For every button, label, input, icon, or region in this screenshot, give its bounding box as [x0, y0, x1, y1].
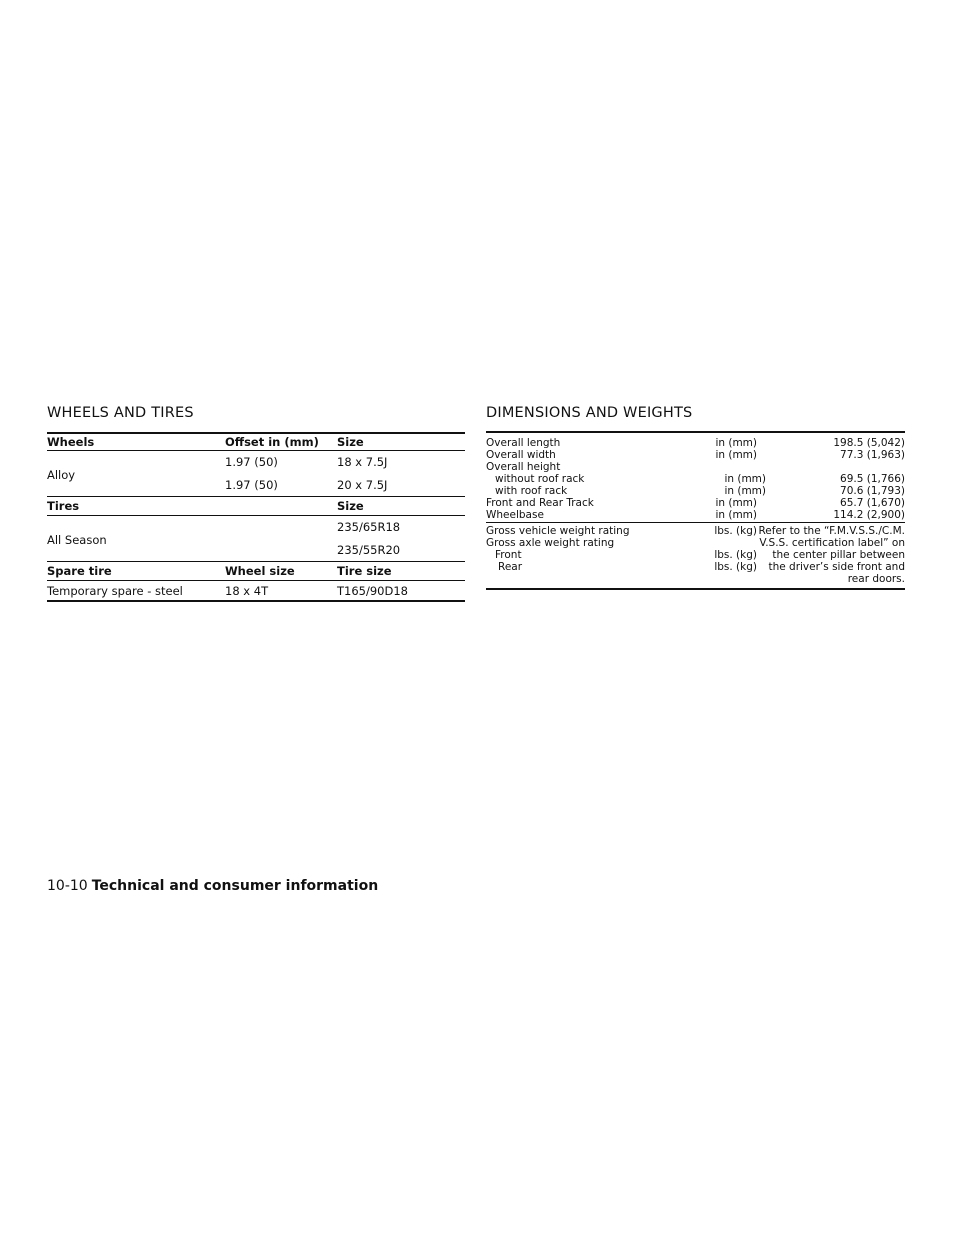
dim-value: [757, 461, 905, 473]
weights-labels: [486, 525, 757, 585]
offset-value: 1.97 (50): [225, 455, 278, 470]
table-row: [486, 485, 905, 497]
dim-value: 69.5 (1,766): [840, 473, 905, 485]
dim-value: 65.7 (1,670): [840, 497, 905, 509]
table-row: [486, 437, 905, 449]
table-row: [486, 549, 757, 561]
page-number: 10-10: [47, 878, 88, 894]
offset-value: 1.97 (50): [225, 477, 278, 492]
note-line: rear doors.: [847, 573, 905, 585]
divider: [486, 522, 905, 523]
weight-unit: lbs. (kg): [714, 561, 757, 573]
dim-unit: [658, 461, 757, 473]
header-tires: Tires: [47, 499, 80, 513]
table-row: [486, 449, 905, 461]
weight-label: Gross vehicle weight rating: [486, 525, 630, 537]
wheel-size-value: 18 x 7.5J: [337, 455, 388, 470]
weight-label: Front: [495, 549, 522, 561]
dim-label: Front and Rear Track: [486, 497, 594, 509]
header-wheel-size: Wheel size: [225, 564, 295, 578]
offset-cell: [225, 451, 337, 496]
note-line: the driver’s side front and: [768, 561, 905, 573]
table-row: [486, 537, 757, 549]
dim-value: 70.6 (1,793): [840, 485, 905, 497]
weights-note: [757, 525, 905, 585]
spare-wheel-size: 18 x 4T: [225, 583, 269, 598]
dimensions-weights-title: DIMENSIONS AND WEIGHTS: [486, 405, 693, 421]
table-row: [486, 497, 905, 509]
wheels-header-row: [47, 432, 465, 451]
dim-label: with roof rack: [495, 485, 568, 497]
table-row: [47, 581, 465, 602]
dimensions-weights-table: [486, 431, 905, 590]
table-row: [486, 473, 905, 485]
divider: [486, 588, 905, 590]
section-name: Technical and consumer information: [91, 878, 379, 894]
header-spare-tire: Spare tire: [47, 564, 112, 578]
wheels-tires-table: [47, 432, 465, 602]
dim-label: without roof rack: [495, 473, 585, 485]
dim-value: 198.5 (5,042): [833, 437, 905, 449]
size-cell: [337, 451, 465, 496]
weight-label: Rear: [498, 561, 523, 573]
header-offset: Offset in (mm): [225, 435, 319, 449]
dim-unit: in (mm): [715, 449, 757, 461]
header-size: Size: [337, 435, 364, 449]
weight-unit: lbs. (kg): [714, 525, 757, 537]
wheel-type: Alloy: [47, 467, 76, 482]
weights-block: [486, 525, 905, 585]
dim-value: 77.3 (1,963): [840, 449, 905, 461]
header-spare-tire-size: Tire size: [337, 564, 392, 578]
spare-header-row: [47, 562, 465, 581]
dim-unit: in (mm): [724, 473, 766, 485]
weight-label: Gross axle weight rating: [486, 537, 615, 549]
dim-value: 114.2 (2,900): [833, 509, 905, 521]
table-row: [47, 451, 465, 497]
dim-label: Wheelbase: [486, 509, 544, 521]
tires-header-row: [47, 497, 465, 516]
dim-label: Overall length: [486, 437, 561, 449]
weight-unit: lbs. (kg): [714, 549, 757, 561]
divider: [486, 431, 905, 433]
dim-unit: in (mm): [715, 509, 757, 521]
note-line: the center pillar between: [772, 549, 905, 561]
note-line: V.S.S. certification label” on: [759, 537, 905, 549]
note-line: Refer to the “F.M.V.S.S./C.M.: [758, 525, 905, 537]
page-footer: [47, 878, 378, 894]
dim-label: Overall height: [486, 461, 561, 473]
wheel-size-value: 20 x 7.5J: [337, 477, 388, 492]
header-tire-size: Size: [337, 499, 364, 513]
tire-size-cell: [337, 516, 465, 561]
tire-type: All Season: [47, 532, 107, 547]
dim-label: Overall width: [486, 449, 556, 461]
wheels-tires-title: WHEELS AND TIRES: [47, 405, 194, 421]
tire-size-value: 235/55R20: [337, 542, 401, 557]
table-row: [47, 516, 465, 562]
tire-size-value: 235/65R18: [337, 520, 401, 535]
dim-unit: in (mm): [715, 497, 757, 509]
dim-unit: in (mm): [715, 437, 757, 449]
dim-unit: in (mm): [724, 485, 766, 497]
table-row: [486, 525, 757, 537]
spare-tire-size: T165/90D18: [337, 583, 408, 598]
table-row: [486, 461, 905, 473]
table-row: [486, 509, 905, 521]
spare-type: Temporary spare - steel: [47, 583, 183, 598]
weight-unit: [658, 537, 757, 549]
header-wheels: Wheels: [47, 435, 95, 449]
table-row: [486, 561, 757, 573]
